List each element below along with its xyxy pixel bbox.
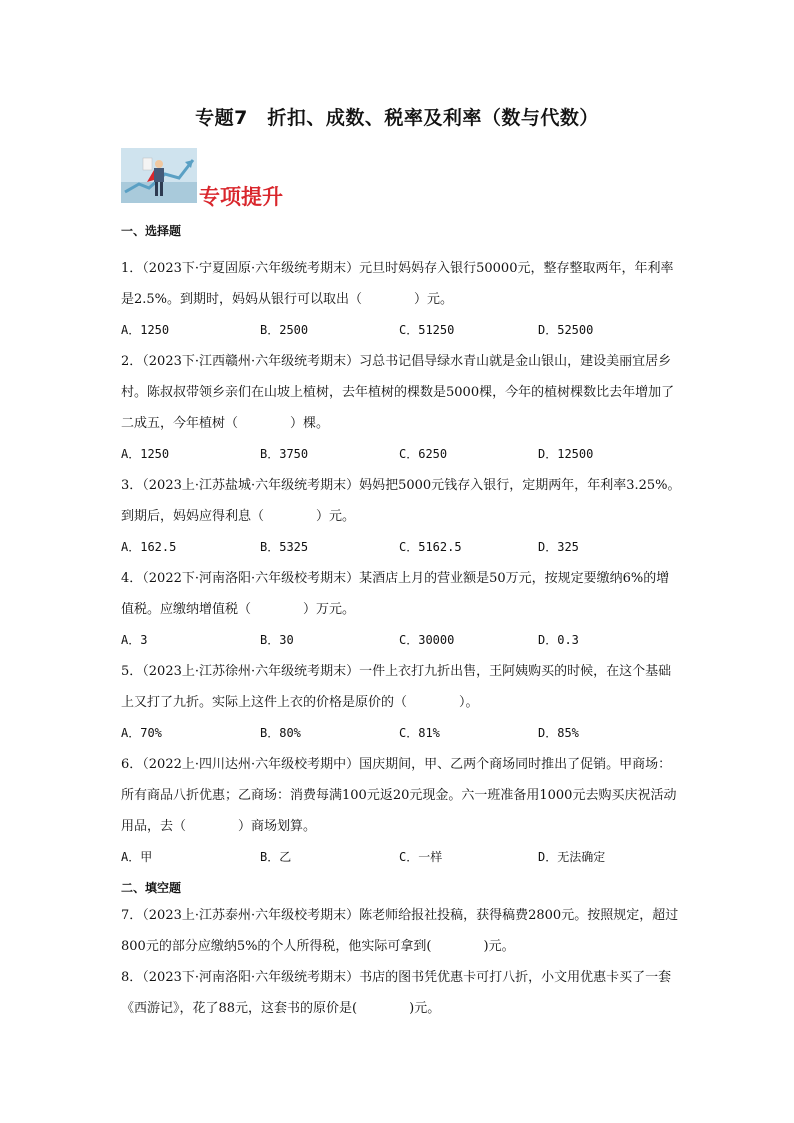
banner-label: 专项提升 [199,184,283,209]
option: A．1250 [121,447,170,461]
question-text: 6．（2022上·四川达州·六年级校考期中）国庆期间，甲、乙两个商场同时推出了促销。甲商场：所有商品八折优惠；乙商场：消费每满100元返20元现金。六一班准备用1000元去购买庆祝活动用品，去（ ）商场划算。 [121,757,677,834]
question-text: 7．（2023上·江苏泰州·六年级校考期末）陈老师给报社投稿，获得稿费2800元。按照规定，超过800元的部分应缴纳5%的个人所得税，他实际可拿到( )元。 [121,908,679,954]
question-text: 2．（2023下·江西赣州·六年级统考期末）习总书记倡导绿水青山就是金山银山，建设美丽宜居乡村。陈叔叔带领乡亲们在山坡上植树，去年植树的棵数是5000棵，今年的植树棵数比去年增加了二成五，今年植树（ ）棵。 [121,354,675,431]
option: C．30000 [399,633,455,647]
option-row [121,718,681,749]
option: A．3 [121,633,148,647]
question-8 [121,962,681,1024]
option: D．12500 [538,447,594,461]
option: A．甲 [121,850,153,864]
option: C．6250 [399,447,448,461]
option-row [121,532,681,563]
question-1 [121,253,681,346]
question-text: 3．（2023上·江苏盐城·六年级统考期末）妈妈把5000元钱存入银行，定期两年，年利率3.25%。到期后，妈妈应得利息（ ）元。 [121,478,681,524]
option-row [121,439,681,470]
question-text: 1．（2023下·宁夏固原·六年级统考期末）元旦时妈妈存入银行50000元，整存整取两年，年利率是2.5%。到期时，妈妈从银行可以取出（ ）元。 [121,261,674,307]
option: C．51250 [399,323,455,337]
option-row [121,625,681,656]
option: C．5162.5 [399,540,462,554]
question-3 [121,470,681,563]
page-title: 专题7 折扣、成数、税率及利率（数与代数） [195,107,599,129]
question-7 [121,900,681,962]
option: B．30 [260,633,294,647]
option: C．81% [399,726,440,740]
option: C．一样 [399,850,443,864]
option: B．乙 [260,850,292,864]
option: A．1250 [121,323,170,337]
section-banner [121,148,301,208]
question-text: 4．（2022下·河南洛阳·六年级校考期末）某酒店上月的营业额是50万元，按规定要缴纳6%的增值税。应缴纳增值税（ ）万元。 [121,571,670,617]
option: B．3750 [260,447,309,461]
option: B．80% [260,726,301,740]
option-row [121,842,681,873]
option: D．325 [538,540,579,554]
option-row [121,315,681,346]
option: D．无法确定 [538,850,606,864]
option: D．52500 [538,323,594,337]
questions-content [121,222,681,1024]
question-text: 8．（2023下·河南洛阳·六年级统考期末）书店的图书凭优惠卡可打八折，小文用优惠卡买了一套《西游记》，花了88元，这套书的原价是( )元。 [121,970,672,1016]
question-6 [121,749,681,873]
question-text: 5．（2023上·江苏徐州·六年级统考期末）一件上衣打九折出售，王阿姨购买的时候，在这个基础上又打了九折。实际上这件上衣的价格是原价的（ ）。 [121,664,672,710]
option: D．85% [538,726,579,740]
option: B．5325 [260,540,309,554]
question-4 [121,563,681,656]
question-5 [121,656,681,749]
question-2 [121,346,681,470]
section-heading: 一、选择题 [121,224,182,238]
option: B．2500 [260,323,309,337]
section-heading: 二、填空题 [121,881,182,895]
option: D．0.3 [538,633,579,647]
option: A．70% [121,726,162,740]
banner-illustration-icon [121,148,197,203]
option: A．162.5 [121,540,177,554]
